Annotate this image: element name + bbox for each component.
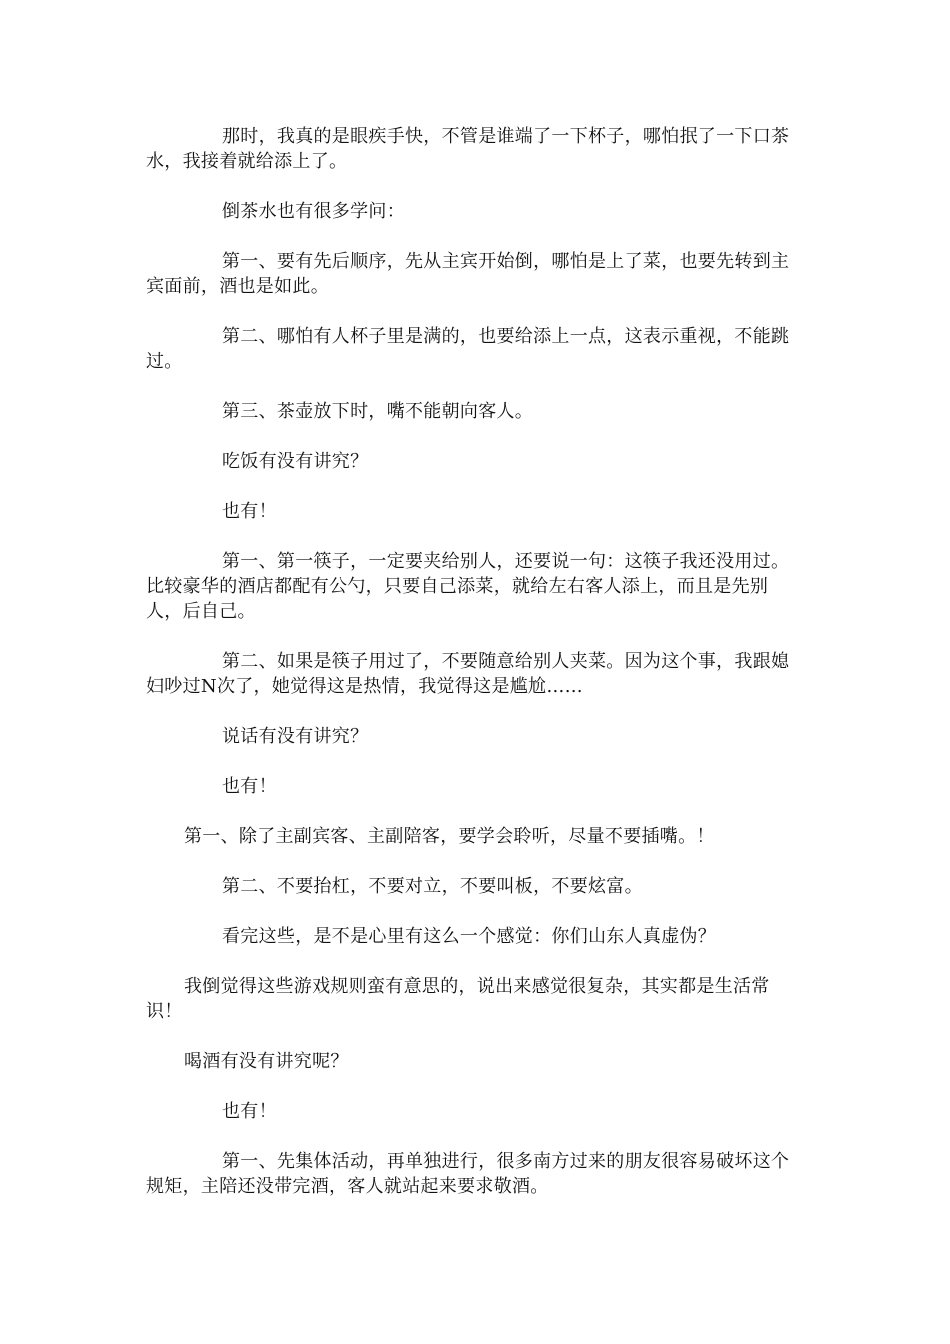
paragraph-4: 第二、哪怕有人杯子里是满的，也要给添上一点，这表示重视，不能跳过。 — [146, 326, 790, 372]
paragraph-16: 喝酒有没有讲究呢？ — [184, 1051, 349, 1072]
paragraph-7: 也有！ — [222, 501, 277, 522]
paragraph-9: 第二、如果是筷子用过了，不要随意给别人夹菜。因为这个事，我跟媳妇吵过N次了，她觉得这是热情，我觉得这是尴尬…… — [146, 651, 790, 697]
paragraph-8: 第一、第一筷子，一定要夹给别人，还要说一句：这筷子我还没用过。比较豪华的酒店都配有公勺，只要自己添菜，就给左右客人添上，而且是先别人，后自己。 — [146, 551, 790, 622]
paragraph-6: 吃饭有没有讲究？ — [222, 451, 369, 472]
paragraph-18: 第一、先集体活动，再单独进行，很多南方过来的朋友很容易破坏这个规矩，主陪还没带完酒，客人就站起来要求敬酒。 — [146, 1151, 790, 1197]
paragraph-3: 第一、要有先后顺序，先从主宾开始倒，哪怕是上了菜，也要先转到主宾面前，酒也是如此。 — [146, 251, 790, 297]
paragraph-5: 第三、茶壶放下时，嘴不能朝向客人。 — [222, 401, 534, 422]
paragraph-10: 说话有没有讲究？ — [222, 726, 369, 747]
paragraph-15: 我倒觉得这些游戏规则蛮有意思的，说出来感觉很复杂，其实都是生活常识！ — [146, 976, 770, 1022]
paragraph-2: 倒茶水也有很多学问： — [222, 201, 405, 222]
paragraph-13: 第二、不要抬杠，不要对立，不要叫板，不要炫富。 — [222, 876, 643, 897]
paragraph-11: 也有！ — [222, 776, 277, 797]
paragraph-14: 看完这些，是不是心里有这么一个感觉：你们山东人真虚伪？ — [222, 926, 717, 947]
paragraph-1: 那时，我真的是眼疾手快，不管是谁端了一下杯子，哪怕抿了一下口茶水，我接着就给添上了。 — [146, 126, 790, 172]
paragraph-12: 第一、除了主副宾客、主副陪客，要学会聆听，尽量不要插嘴。！ — [184, 826, 715, 847]
paragraph-17: 也有！ — [222, 1101, 277, 1122]
article-body — [146, 124, 798, 1224]
